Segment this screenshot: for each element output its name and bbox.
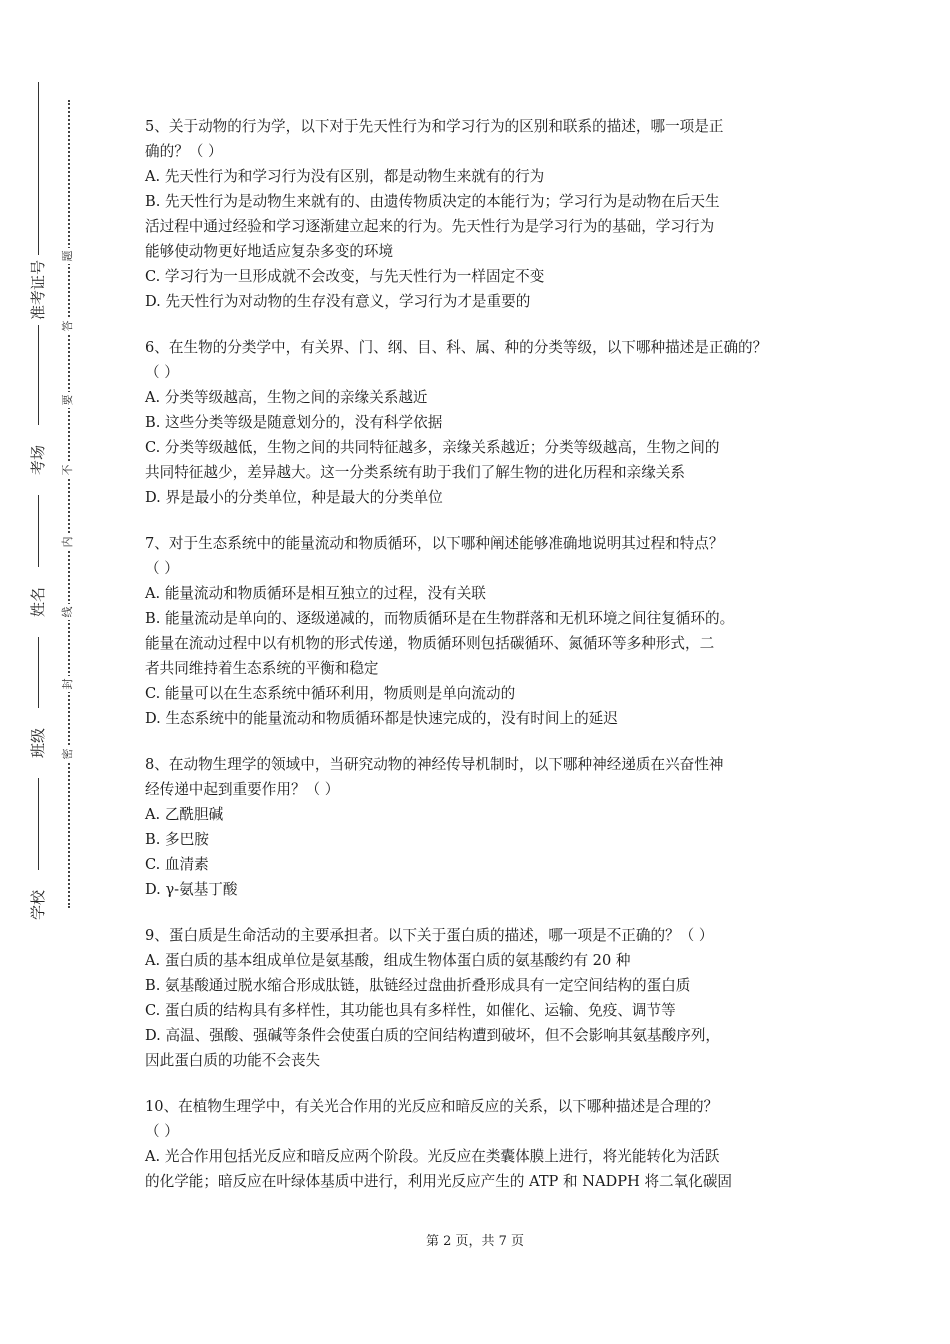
option-d: 因此蛋白质的功能不会丧失 <box>145 1052 321 1069</box>
option-b: B. 多巴胺 <box>145 831 209 848</box>
option-a: A. 分类等级越高，生物之间的亲缘关系越近 <box>145 389 428 406</box>
seal-char: 不 <box>60 462 76 478</box>
option-d: D. 生态系统中的能量流动和物质循环都是快速完成的，没有时间上的延迟 <box>145 710 618 727</box>
option-d: D. 界是最小的分类单位，种是最大的分类单位 <box>145 489 443 506</box>
exam-number-label: 准考证号 <box>28 255 48 325</box>
class-label: 班级 <box>28 708 48 778</box>
seal-char: 题 <box>60 248 76 264</box>
option-b: B. 能量流动是单向的、逐级递减的，而物质循环是在生物群落和无机环境之间往复循环的。 <box>145 610 735 627</box>
option-a: A. 能量流动和物质循环是相互独立的过程，没有关联 <box>145 585 486 602</box>
seal-char: 要 <box>60 392 76 408</box>
seal-char: 封 <box>60 676 76 692</box>
option-a: 的化学能；暗反应在叶绿体基质中进行，利用光反应产生的 ATP 和 NADPH 将二氧化碳固 <box>145 1173 733 1190</box>
question-9 <box>145 923 825 1073</box>
question-stem: （ ） <box>145 560 179 577</box>
seal-char: 答 <box>60 318 76 334</box>
question-8 <box>145 752 825 902</box>
seal-char: 内 <box>60 534 76 550</box>
option-c: C. 能量可以在生态系统中循环利用，物质则是单向流动的 <box>145 685 516 702</box>
page-number: 第 2 页，共 7 页 <box>425 1234 525 1249</box>
question-6 <box>145 335 825 510</box>
option-b: 能量在流动过程中以有机物的形式传递，物质循环则包括碳循环、氮循环等多种形式，二 <box>145 635 715 652</box>
question-stem: 5、关于动物的行为学，以下对于先天性行为和学习行为的区别和联系的描述，哪一项是正 <box>145 118 724 135</box>
question-stem: （ ） <box>145 364 179 381</box>
option-a: A. 蛋白质的基本组成单位是氨基酸，组成生物体蛋白质的氨基酸约有 20 种 <box>145 952 631 969</box>
school-label: 学校 <box>28 870 48 940</box>
question-7 <box>145 531 825 731</box>
option-b: B. 先天性行为是动物生来就有的、由遗传物质决定的本能行为；学习行为是动物在后天生 <box>145 193 720 210</box>
option-b: B. 氨基酸通过脱水缩合形成肽链，肽链经过盘曲折叠形成具有一定空间结构的蛋白质 <box>145 977 691 994</box>
option-c: C. 血清素 <box>145 856 209 873</box>
question-stem: 8、在动物生理学的领域中，当研究动物的神经传导机制时，以下哪种神经递质在兴奋性神 <box>145 756 724 773</box>
question-stem: 确的？（ ） <box>145 143 223 160</box>
seal-dotted-line <box>68 100 70 908</box>
seal-char: 密 <box>60 746 76 762</box>
option-c: C. 学习行为一旦形成就不会改变，与先天性行为一样固定不变 <box>145 268 545 285</box>
name-label: 姓名 <box>28 567 48 637</box>
question-stem: 10、在植物生理学中，有关光合作用的光反应和暗反应的关系，以下哪种描述是合理的？ <box>145 1098 719 1115</box>
option-d: D. γ-氨基丁酸 <box>145 881 238 898</box>
question-stem: 经传递中起到重要作用？（ ） <box>145 781 340 798</box>
question-stem: 9、蛋白质是生命活动的主要承担者。以下关于蛋白质的描述，哪一项是不正确的？（ ） <box>145 927 714 944</box>
question-stem: （ ） <box>145 1123 179 1140</box>
option-a: A. 光合作用包括光反应和暗反应两个阶段。光反应在类囊体膜上进行，将光能转化为活跃 <box>145 1148 720 1165</box>
question-stem: 7、对于生态系统中的能量流动和物质循环，以下哪种阐述能够准确地说明其过程和特点？ <box>145 535 724 552</box>
question-list <box>145 114 825 1215</box>
option-b: 活过程中通过经验和学习逐渐建立起来的行为。先天性行为是学习行为的基础，学习行为 <box>145 218 715 235</box>
exam-room-label: 考场 <box>28 425 48 495</box>
binding-solid-line <box>38 82 39 922</box>
option-b: B. 这些分类等级是随意划分的，没有科学依据 <box>145 414 443 431</box>
option-a: A. 先天性行为和学习行为没有区别，都是动物生来就有的行为 <box>145 168 545 185</box>
question-5 <box>145 114 825 314</box>
option-b: 能够使动物更好地适应复杂多变的环境 <box>145 243 394 260</box>
option-c: C. 分类等级越低，生物之间的共同特征越多，亲缘关系越近；分类等级越高，生物之间的 <box>145 439 720 456</box>
question-10 <box>145 1094 825 1194</box>
option-c: C. 蛋白质的结构具有多样性，其功能也具有多样性，如催化、运输、免疫、调节等 <box>145 1002 676 1019</box>
option-a: A. 乙酰胆碱 <box>145 806 224 823</box>
seal-char: 线 <box>60 604 76 620</box>
option-d: D. 先天性行为对动物的生存没有意义，学习行为才是重要的 <box>145 293 531 310</box>
question-stem: 6、在生物的分类学中，有关界、门、纲、目、科、属、种的分类等级，以下哪种描述是正确的？ <box>145 339 768 356</box>
option-b: 者共同维持着生态系统的平衡和稳定 <box>145 660 379 677</box>
option-c: 共同特征越少，差异越大。这一分类系统有助于我们了解生物的进化历程和亲缘关系 <box>145 464 685 481</box>
option-d: D. 高温、强酸、强碱等条件会使蛋白质的空间结构遭到破坏，但不会影响其氨基酸序列， <box>145 1027 721 1044</box>
